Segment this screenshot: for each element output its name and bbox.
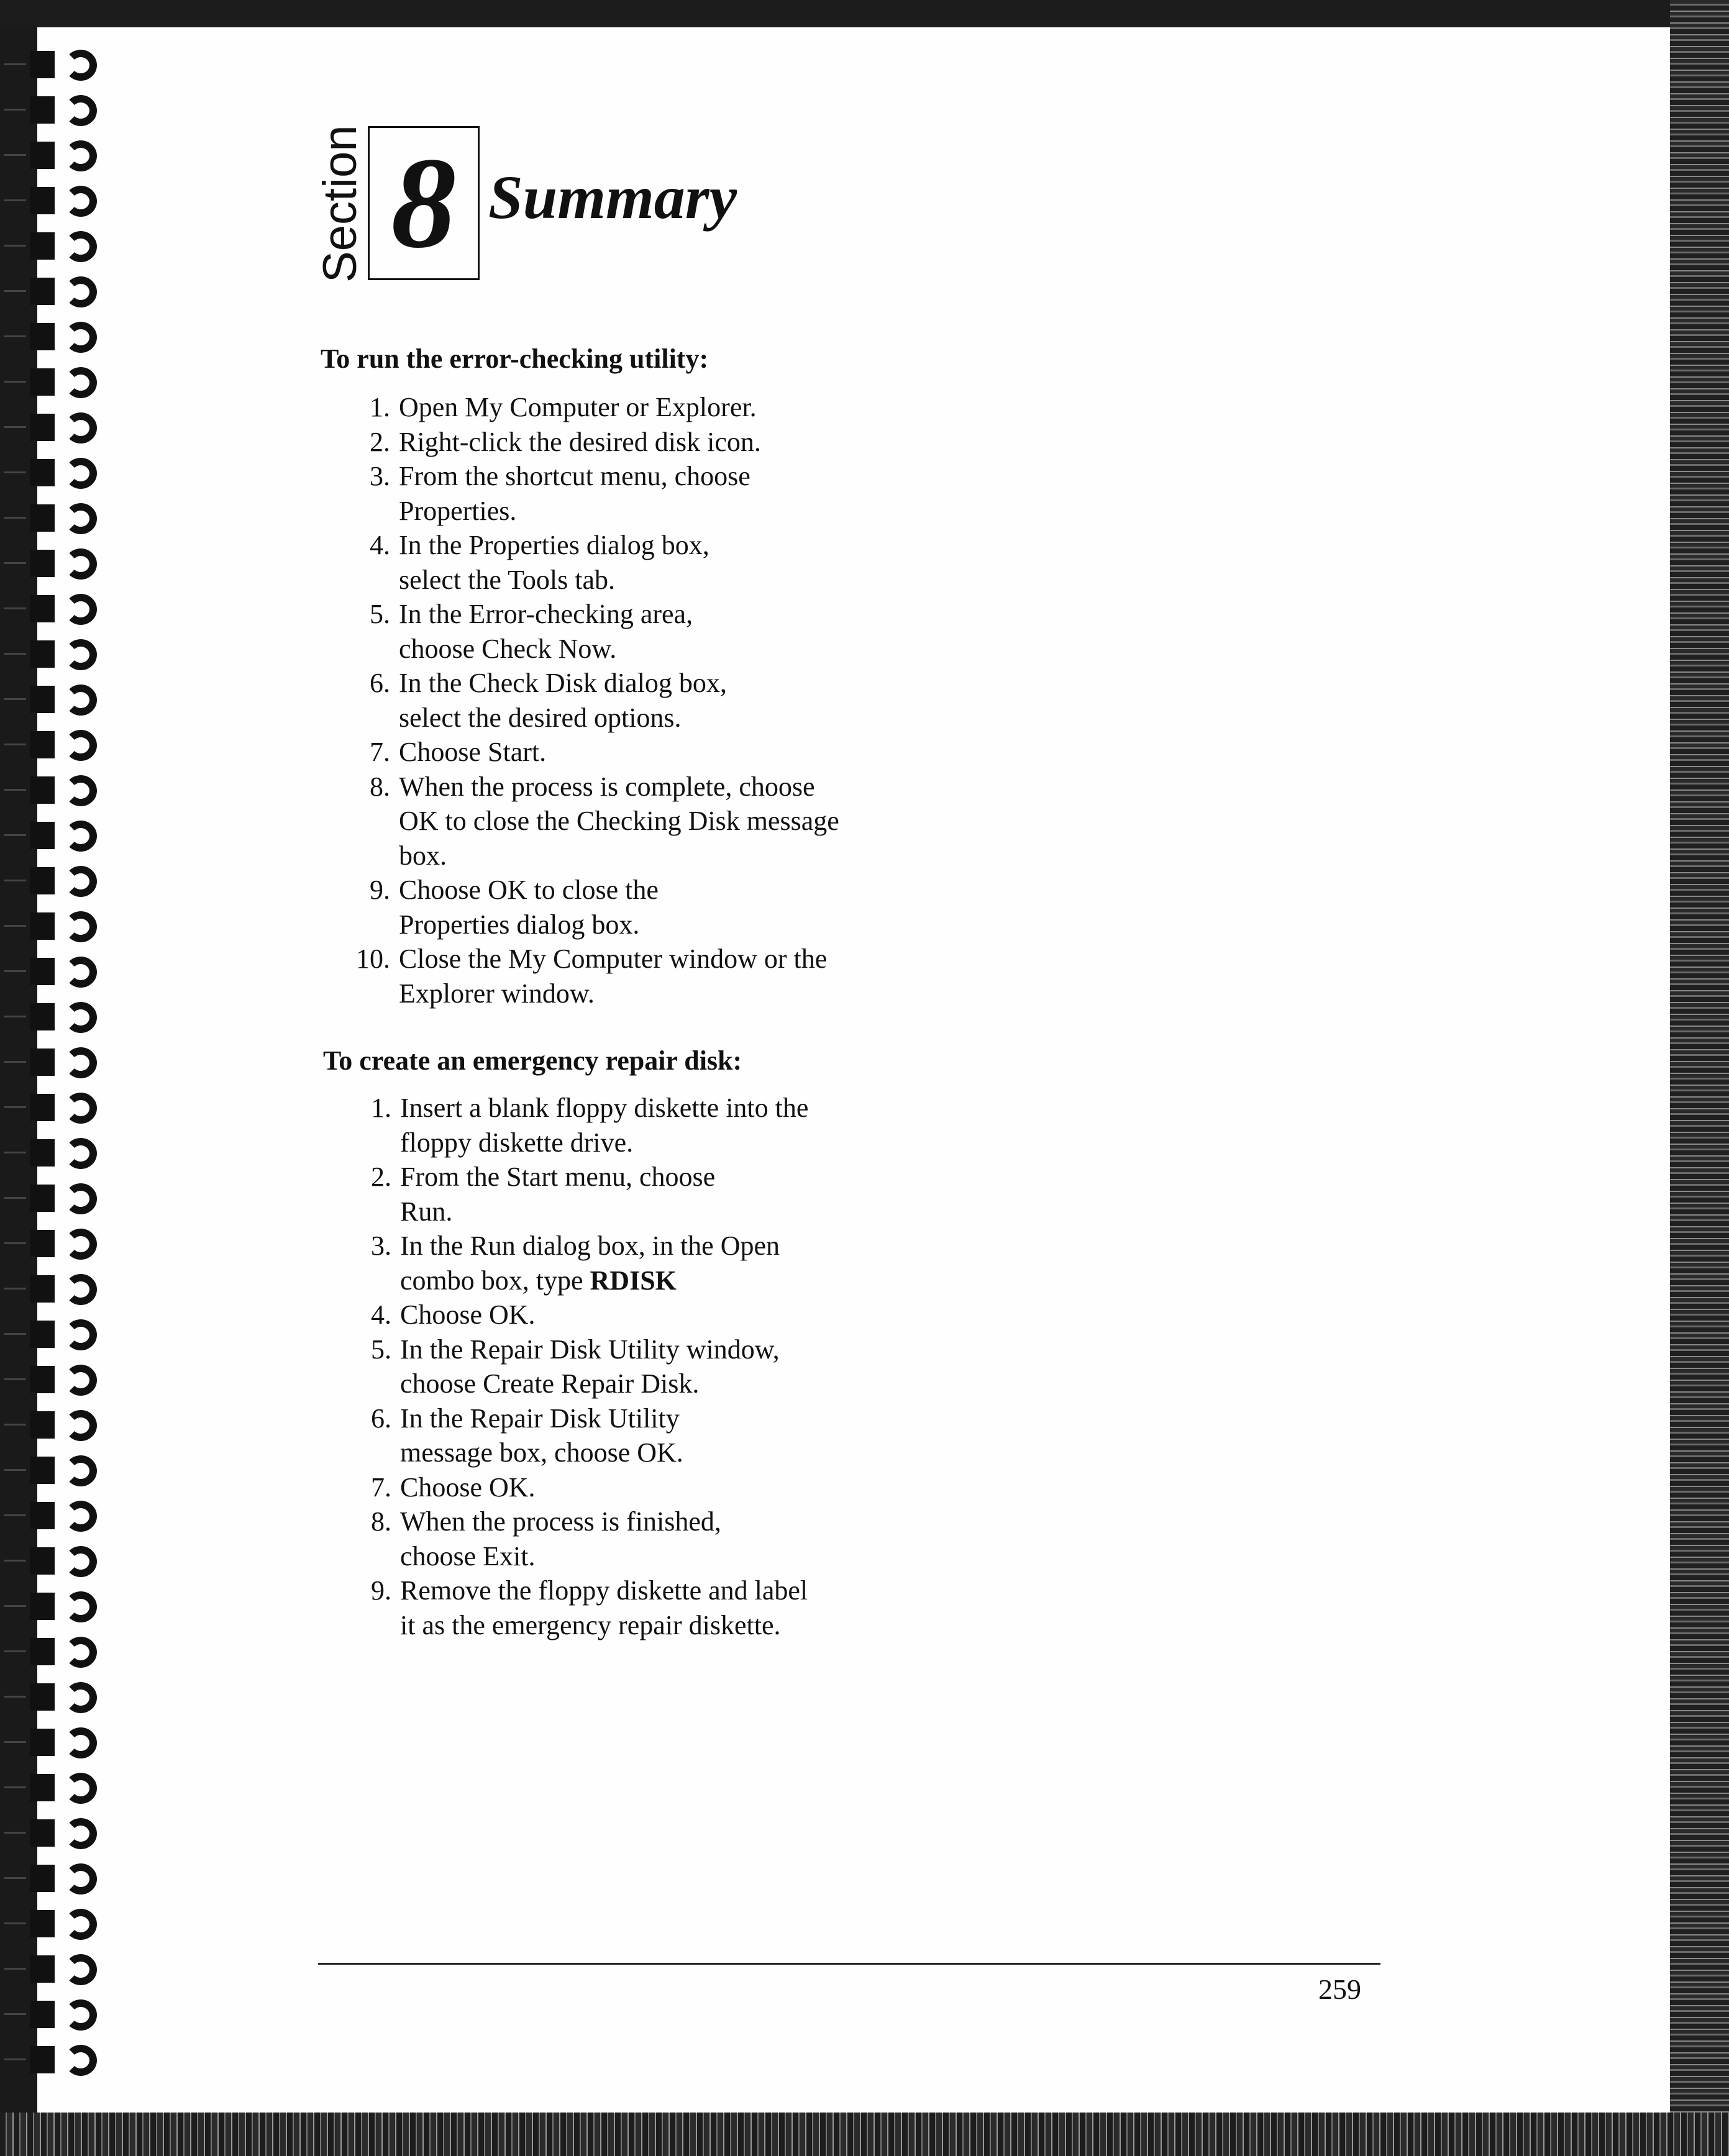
binding-ring [0, 681, 130, 718]
binding-ring [0, 1633, 130, 1670]
step-text: Choose Start. [399, 737, 547, 767]
binding-ring [0, 1542, 130, 1580]
binding-ring [0, 182, 130, 219]
section-number: 8 [391, 131, 457, 275]
procedure-heading-error-checking: To run the error-checking utility: [321, 343, 709, 374]
step-number: 2. [371, 1162, 391, 1192]
binding-ring [0, 137, 130, 174]
step-text: Choose OK. [400, 1299, 536, 1330]
step-text: Right-click the desired disk icon. [399, 426, 761, 457]
binding-ring [0, 1270, 130, 1308]
binding-ring [0, 1497, 130, 1534]
binding-ring [0, 227, 130, 265]
list-item [349, 1229, 810, 1298]
step-number: 10. [356, 944, 390, 974]
step-text: In the Error-checking area, choose Check Now. [399, 599, 693, 664]
step-text: From the Start menu, choose Run. [400, 1162, 716, 1227]
step-number: 9. [370, 875, 390, 905]
binding-ring [0, 1950, 130, 1988]
step-text: From the shortcut menu, choose Properties. [399, 461, 750, 526]
step-number: 5. [370, 599, 390, 629]
page-title: Summary [488, 163, 737, 232]
binding-ring [0, 907, 130, 945]
step-text: Insert a blank floppy diskette into the floppy diskette drive. [400, 1093, 809, 1158]
step-text: Remove the floppy diskette and label it as the emergency repair diskette. [400, 1575, 808, 1640]
binding-ring [0, 1724, 130, 1761]
step-number: 5. [371, 1334, 391, 1365]
binding-ring [0, 1316, 130, 1353]
step-text: When the process is finished, choose Exit. [400, 1506, 721, 1572]
binding-ring [0, 1089, 130, 1126]
list-item [348, 597, 759, 666]
section-label: Section [314, 125, 367, 283]
list-item [348, 666, 759, 735]
procedure-steps-error-checking [348, 390, 839, 1011]
binding-ring [0, 1860, 130, 1897]
spiral-binding [0, 27, 130, 2113]
binding-ring [0, 998, 130, 1035]
binding-ring [0, 1406, 130, 1444]
binding-ring [0, 635, 130, 673]
step-text: In the Properties dialog box, select the Tools tab. [399, 530, 709, 595]
procedure-steps-emergency-repair [349, 1091, 809, 1642]
procedure-heading-emergency-repair: To create an emergency repair disk: [323, 1045, 742, 1076]
step-text: In the Repair Disk Utility message box, choose OK. [400, 1403, 683, 1468]
step-number: 1. [371, 1093, 391, 1123]
step-number: 4. [371, 1299, 391, 1330]
list-item [349, 1401, 748, 1470]
binding-ring [0, 1678, 130, 1716]
step-number: 3. [370, 461, 390, 491]
list-item [348, 735, 808, 770]
binding-ring [0, 1225, 130, 1262]
binding-ring [0, 273, 130, 310]
binding-ring [0, 817, 130, 854]
binding-ring [0, 91, 130, 129]
list-item [349, 1470, 809, 1505]
binding-ring [0, 545, 130, 582]
step-number: 6. [371, 1403, 391, 1434]
step-number: 4. [370, 530, 390, 560]
step-text: Choose OK. [400, 1471, 536, 1503]
list-item [349, 1160, 760, 1229]
binding-ring [0, 409, 130, 446]
binding-ring [0, 862, 130, 899]
binding-ring [0, 771, 130, 809]
command-text: RDISK [590, 1265, 677, 1296]
list-item [349, 1298, 809, 1332]
binding-ring [0, 1996, 130, 2033]
list-item [348, 942, 846, 1011]
step-text: Close the My Computer window or the Explorer window. [399, 944, 828, 1009]
binding-ring [0, 726, 130, 763]
step-number: 8. [370, 771, 390, 802]
binding-ring [0, 454, 130, 491]
binding-ring [0, 363, 130, 401]
binding-ring [0, 499, 130, 537]
step-number: 7. [371, 1471, 391, 1503]
binding-ring [0, 1588, 130, 1625]
list-item [349, 1332, 798, 1401]
list-item [348, 873, 747, 942]
step-text: When the process is complete, choose OK to close the Checking Disk message box. [399, 771, 839, 871]
binding-ring [0, 1361, 130, 1398]
binding-ring [0, 1814, 130, 1852]
section-number-box [368, 126, 480, 280]
binding-ring [0, 1134, 130, 1171]
binding-ring [0, 46, 130, 83]
binding-ring [0, 1452, 130, 1489]
binding-ring [0, 2041, 130, 2078]
step-text: Choose OK to close the Properties dialog box. [399, 875, 659, 940]
step-number: 3. [371, 1230, 391, 1261]
binding-ring [0, 318, 130, 355]
scan-border-top [0, 0, 1729, 27]
binding-ring [0, 1905, 130, 1942]
list-item [349, 1573, 823, 1642]
list-item [348, 528, 759, 597]
scan-border-bottom [0, 2113, 1729, 2156]
footer-rule [318, 1963, 1380, 1965]
binding-ring [0, 1769, 130, 1806]
step-text: In the Repair Disk Utility window, choose Create Repair Disk. [400, 1334, 780, 1399]
step-number: 1. [370, 392, 390, 422]
page-number: 259 [1318, 1973, 1361, 2005]
list-item [349, 1504, 760, 1573]
binding-ring [0, 1180, 130, 1217]
list-item [348, 425, 808, 460]
list-item [348, 770, 846, 873]
step-number: 2. [370, 426, 390, 457]
list-item [348, 390, 808, 425]
step-number: 9. [371, 1575, 391, 1606]
step-text: In the Check Disk dialog box, select the desired options. [399, 668, 727, 733]
step-number: 6. [370, 668, 390, 698]
scan-border-right [1670, 0, 1729, 2156]
list-item [348, 459, 759, 528]
step-text: In the Run dialog box, in the Open combo box, type [400, 1230, 780, 1296]
binding-ring [0, 953, 130, 990]
step-number: 8. [371, 1506, 391, 1537]
binding-ring [0, 590, 130, 627]
binding-ring [0, 1044, 130, 1081]
step-text: Open My Computer or Explorer. [399, 392, 757, 422]
document-page [37, 27, 1670, 2113]
step-number: 7. [370, 737, 390, 767]
list-item [349, 1091, 835, 1160]
